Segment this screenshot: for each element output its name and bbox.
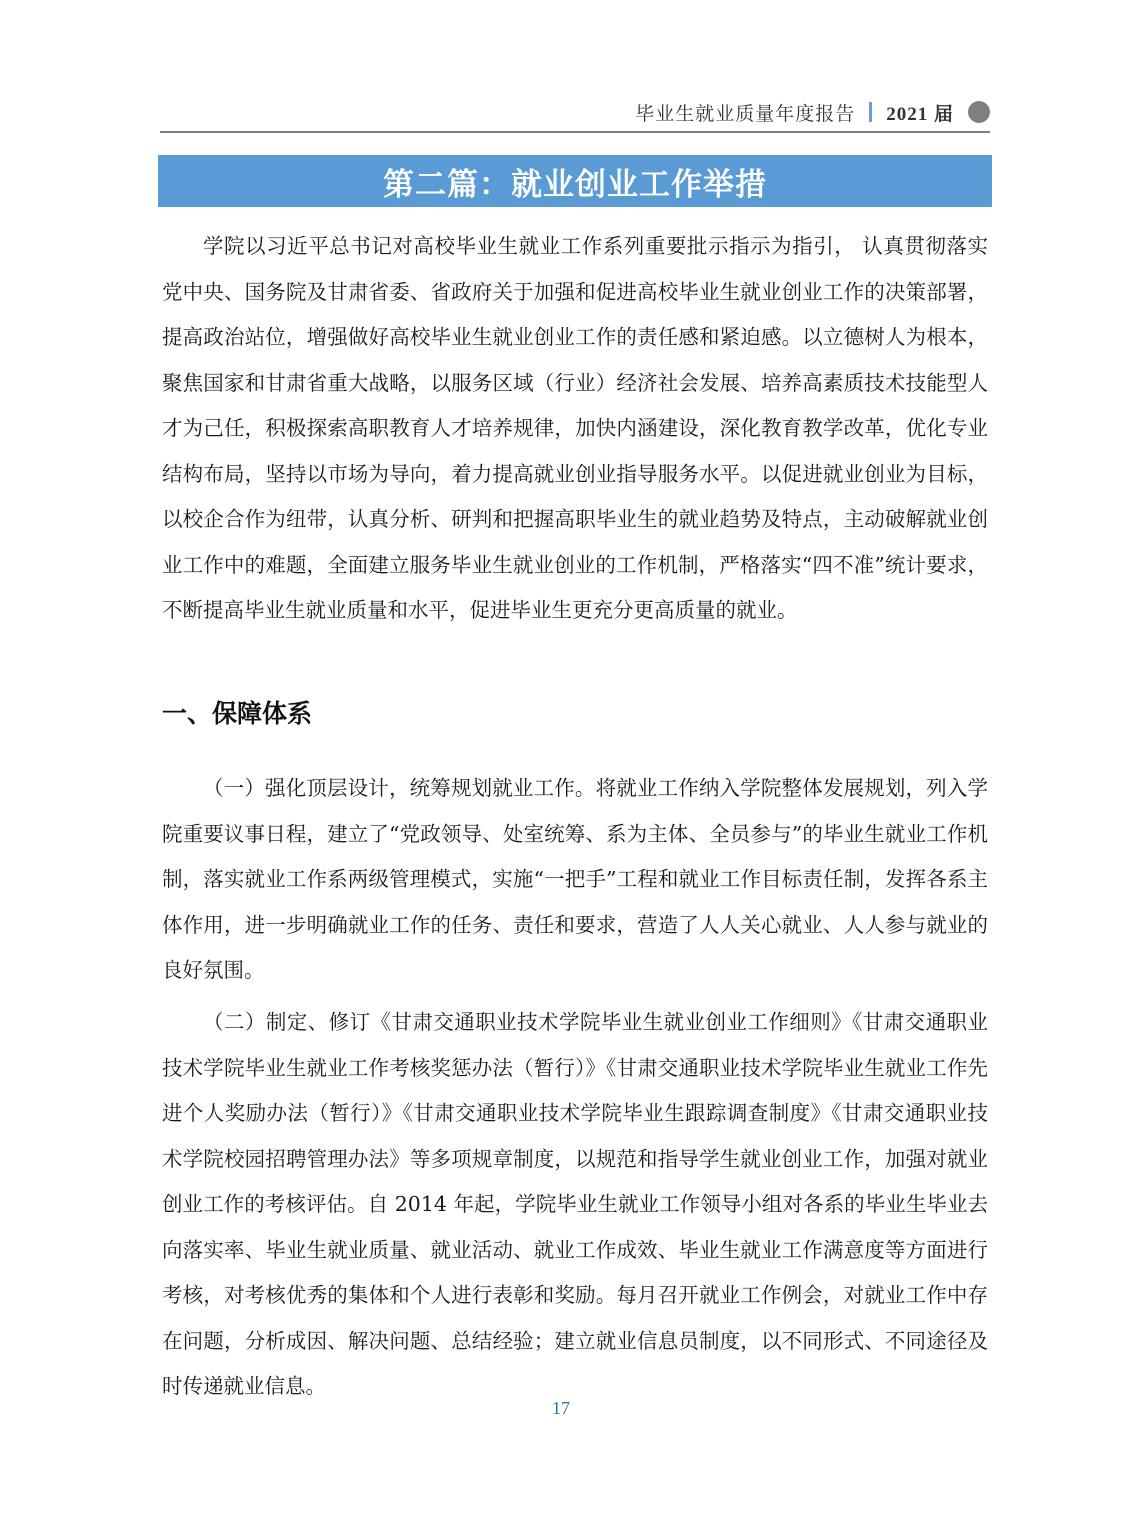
- section-paragraph-1: （一）强化顶层设计，统筹规划就业工作。将就业工作纳入学院整体发展规划，列入学院重要议事日程，建立了“党政领导、处室统筹、系为主体、全员参与”的毕业生就业工作机制，落实就业工作系两级管理模式，实施“一把手”工程和就业工作目标责任制，发挥各系主体作用，进一步明确就业工作的任务、责任和要求，营造了人人关心就业、人人参与就业的良好氛围。: [162, 776, 988, 982]
- report-edition: 2021 届: [886, 103, 954, 125]
- section-heading: 一、保障体系: [162, 699, 313, 728]
- running-header: [160, 92, 990, 132]
- report-title: 毕业生就业质量年度报告: [635, 102, 856, 125]
- chapter-title: 第二篇：就业创业工作举措: [383, 166, 767, 203]
- page-number: 17: [552, 1398, 570, 1418]
- header-dot-icon: [968, 101, 990, 123]
- section-paragraph-2: （二）制定、修订《甘肃交通职业技术学院毕业生就业创业工作细则》《甘肃交通职业技术学院毕业生就业工作考核奖惩办法（暂行）》《甘肃交通职业技术学院毕业生就业工作先进个人奖励办法（暂行）》《甘肃交通职业技术学院毕业生跟踪调查制度》《甘肃交通职业技术学院校园招聘管理办法》等多项规章制度，以规范和指导学生就业创业工作，加强对就业创业工作的考核评估。自 2014 年起，学院毕业生就业工作领导小组对各系的毕业生毕业去向落实率、毕业生就业质量、就业活动、就业工作成效、毕业生就业工作满意度等方面进行考核，对考核优秀的集体和个人进行表彰和奖励。每月召开就业工作例会，对就业工作中存在问题，分析成因、解决问题、总结经验；建立就业信息员制度，以不同形式、不同途径及时传递就业信息。: [162, 1010, 988, 1398]
- chapter-title-banner: [158, 155, 992, 207]
- intro-paragraph: 学院以习近平总书记对高校毕业生就业工作系列重要批示指示为指引， 认真贯彻落实党中央、国务院及甘肃省委、省政府关于加强和促进高校毕业生就业创业工作的决策部署，提高政治站位，增强做好高校毕业生就业创业工作的责任感和紧迫感。以立德树人为根本，聚焦国家和甘肃省重大战略，以服务区域（行业）经济社会发展、培养高素质技术技能型人才为己任，积极探索高职教育人才培养规律，加快内涵建设，深化教育教学改革，优化专业结构布局，坚持以市场为导向，着力提高就业创业指导服务水平。以促进就业创业为目标，以校企合作为纽带，认真分析、研判和把握高职毕业生的就业趋势及特点，主动破解就业创业工作中的难题，全面建立服务毕业生就业创业的工作机制，严格落实“四不准”统计要求，不断提高毕业生就业质量和水平，促进毕业生更充分更高质量的就业。: [162, 234, 988, 622]
- header-separator: [869, 102, 872, 122]
- header-rule: [160, 131, 990, 133]
